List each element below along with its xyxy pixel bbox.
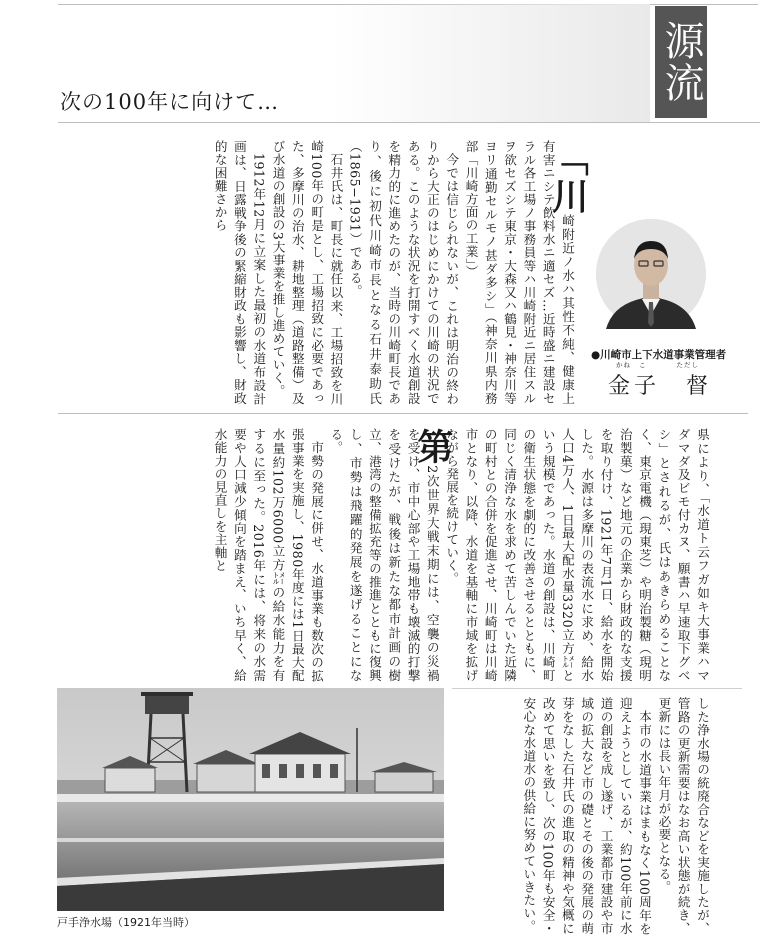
- section-badge: 源流: [655, 6, 707, 118]
- paragraph-1: 「川崎附近ノ水ハ其性不純、健康上有害ニシテ飲料水ニ適セズ…近時盛ニ建設セラル各工場ノ事務員等ハ川崎附近ニ居住スルヲ欲セズシテ東京・大森又ハ鶴見・神奈川等ヨリ通勤セルモノ甚ダ多シ」（神奈川県内務部「川崎方面の工業」）: [463, 140, 588, 406]
- photo-caption: 戸手浄水場（1921年当時）: [57, 916, 195, 929]
- middle-rule: [58, 413, 748, 414]
- author-caption: ●川崎市上下水道事業管理者: [591, 349, 727, 361]
- paragraph-3: 石井氏は、町長に就任以来、工場招致を川崎100年の町是とし、工場招致に必要であった、多摩川の治水、耕地整理（道路整備）及び水道の創設の3大事業を推し進めていく。: [270, 140, 344, 405]
- header-gradient: [330, 4, 650, 122]
- historic-photo: [57, 688, 444, 911]
- drop-cap: 「川: [547, 140, 588, 215]
- paragraph-9: 本市の水道事業はまもなく100周年を迎えようとしているが、約100年前に水道の創設を成し遂げ、工業都市建設や市域の拡大など市の礎とその後の発展の萌芽をなした石井氏の進取の精神や気概に改めて思いを致し、次の100年も安全・安心な水道水の供給に努めていきたい。: [521, 697, 653, 935]
- author-name: 金子 督: [608, 374, 713, 399]
- paragraph-8: した浄水場の統廃合などを実施したが、管路の更新需要はなお高い状態が続き、更新には長い年月が必要となる。: [656, 697, 710, 935]
- article-block-3: [452, 697, 712, 935]
- article-block-1: [62, 140, 588, 406]
- title-rule: [58, 122, 760, 123]
- lower-rule: [452, 688, 742, 689]
- author-portrait: [596, 219, 706, 329]
- paragraph-6: 第2次世界大戦末期には、空襲の災禍を受け、市中心部や工場地帯も壊滅的打撃を受けたが、戦後は新たな都市計画の樹立、港湾の整備拡充等の推進とともに復興し、市勢は飛躍的発展を遂げることになる。: [328, 428, 453, 682]
- author-ruby: かね こ ただし: [616, 361, 699, 369]
- drop-cap-2: 第: [411, 428, 453, 466]
- paragraph-5: 県により、「水道ト云フガ如キ大事業ハマダマダ及ビモ付カヌ、願書ハ早速取下グベシ」とされるが、氏はあきらめることなく、東京電機（現東芝）や明治製糖（現明治製菓）など地元の企業から財政的な支援を取り付け、1921年7月1日、給水を開始した。水源は多摩川の表流水に求め、給水人口4万人、1日最大配水量3320立方㍍という規模であった。水道の創設は、川崎町の衛生状態を劇的に改善させるとともに、同じく清浄な水を求めて苦しんでいた近隣の町村との合併を促進させ、川崎町は川崎市となり、以降、水道を基軸に市域を拡げながら発展を続けていく。: [444, 428, 710, 682]
- author-name-block: [608, 360, 712, 400]
- article-block-2: [62, 428, 712, 682]
- paragraph-2: 今では信じられないが、これは明治の終わりから大正のはじめにかけての川崎の状況である。このような状況を打開すべく水道創設を精力的に進めたのが、当時の川崎町長であり、後に初代川崎市長となる石井泰助氏（1865−1931）である。: [347, 140, 460, 405]
- paragraph-7: 市勢の発展に併せ、水道事業も数次の拡張事業を実施し、1980年度には1日最大配水量約102万6000立方㍍の給水能力を有するに至った。2016年には、将来の水需要や人口減少傾向を踏まえ、いち早く、給水能力の見直しを主軸と: [212, 428, 325, 682]
- page-title: 次の100年に向けて…: [60, 90, 280, 114]
- paragraph-4: 1912年12月に立案した最初の水道布設計画は、日露戦争後の緊縮財政も影響し、財政的な困難さから: [212, 140, 267, 405]
